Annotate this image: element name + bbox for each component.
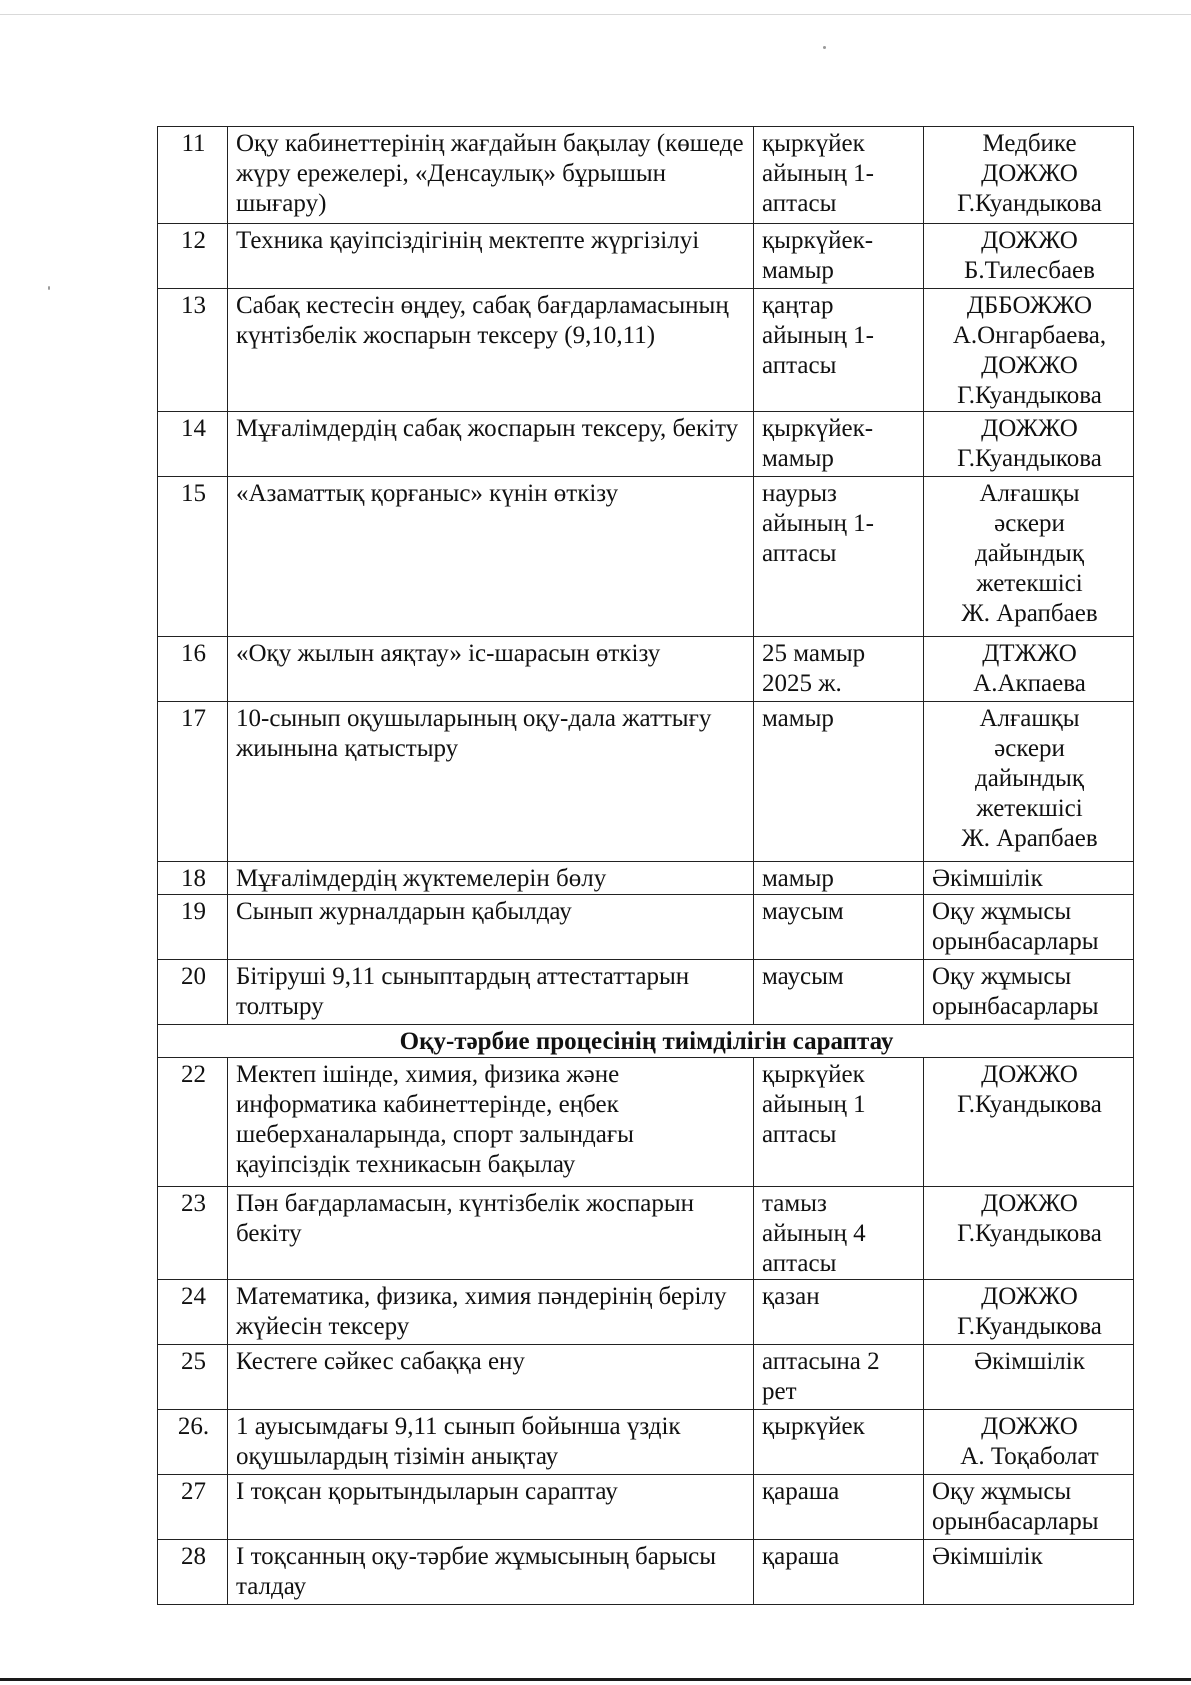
table-row bbox=[158, 1475, 1134, 1540]
table-row bbox=[158, 477, 1134, 637]
row-responsible: ДОЖЖО Г.Куандыкова bbox=[924, 1058, 1134, 1187]
table-row bbox=[158, 1280, 1134, 1345]
table-row bbox=[158, 862, 1134, 895]
table-row bbox=[158, 1058, 1134, 1187]
row-number: 25 bbox=[158, 1345, 228, 1410]
row-task: Сабақ кестесін өңдеу, сабақ бағдарламасының күнтізбелік жоспарын тексеру (9,10,11) bbox=[228, 289, 754, 412]
table-row bbox=[158, 224, 1134, 289]
table-row bbox=[158, 412, 1134, 477]
row-number: 26. bbox=[158, 1410, 228, 1475]
row-responsible: Оқу жұмысы орынбасарлары bbox=[924, 1475, 1134, 1540]
plan-table-body-analysis bbox=[158, 1058, 1134, 1605]
row-number: 24 bbox=[158, 1280, 228, 1345]
row-task: Мектеп ішінде, химия, физика және информатика кабинеттерінде, еңбек шеберханаларында, спорт залындағы қауіпсіздік техникасын бақылау bbox=[228, 1058, 754, 1187]
row-date: мамыр bbox=[754, 702, 924, 862]
row-responsible: Оқу жұмысы орынбасарлары bbox=[924, 895, 1134, 960]
scan-bottom-edge bbox=[0, 1678, 1191, 1681]
plan-table-section bbox=[158, 1025, 1134, 1058]
row-responsible: Әкімшілік bbox=[924, 1540, 1134, 1605]
row-date: қыркүйек- мамыр bbox=[754, 224, 924, 289]
row-date: қыркүйек айының 1 аптасы bbox=[754, 1058, 924, 1187]
row-date: қыркүйек айының 1- аптасы bbox=[754, 127, 924, 224]
row-date: наурыз айының 1-аптасы bbox=[754, 477, 924, 637]
row-number: 17 bbox=[158, 702, 228, 862]
row-responsible: ДОЖЖО Г.Куандыкова bbox=[924, 1280, 1134, 1345]
row-responsible: Алғашқы әскери дайындық жетекшісі Ж. Арапбаев bbox=[924, 702, 1134, 862]
row-task: Бітіруші 9,11 сыныптардың аттестаттарын толтыру bbox=[228, 960, 754, 1025]
plan-table-body-main bbox=[158, 127, 1134, 1025]
scan-speck bbox=[48, 286, 50, 290]
row-number: 15 bbox=[158, 477, 228, 637]
row-date: тамыз айының 4 аптасы bbox=[754, 1187, 924, 1280]
table-row bbox=[158, 702, 1134, 862]
row-task: Пән бағдарламасын, күнтізбелік жоспарын бекіту bbox=[228, 1187, 754, 1280]
table-row bbox=[158, 127, 1134, 224]
row-date: қаңтар айының 1-аптасы bbox=[754, 289, 924, 412]
row-task: «Оқу жылын аяқтау» іс-шарасын өткізу bbox=[228, 637, 754, 702]
scan-speck bbox=[823, 46, 826, 49]
row-responsible: Алғашқы әскери дайындық жетекшісі Ж. Арапбаев bbox=[924, 477, 1134, 637]
table-row bbox=[158, 637, 1134, 702]
row-number: 22 bbox=[158, 1058, 228, 1187]
row-date: мамыр bbox=[754, 862, 924, 895]
row-responsible: ДОЖЖО А. Тоқаболат bbox=[924, 1410, 1134, 1475]
row-number: 20 bbox=[158, 960, 228, 1025]
row-number: 13 bbox=[158, 289, 228, 412]
row-responsible: Әкімшілік bbox=[924, 1345, 1134, 1410]
row-responsible: ДОЖЖО Г.Куандыкова bbox=[924, 1187, 1134, 1280]
row-date: аптасына 2 рет bbox=[754, 1345, 924, 1410]
section-title: Оқу-тәрбие процесінің тиімділігін сараптау bbox=[158, 1025, 1134, 1058]
row-task: Техника қауіпсіздігінің мектепте жүргізілуі bbox=[228, 224, 754, 289]
row-responsible: ДОЖЖО Б.Тилесбаев bbox=[924, 224, 1134, 289]
row-task: Мұғалімдердің сабақ жоспарын тексеру, бекіту bbox=[228, 412, 754, 477]
row-responsible: Медбике ДОЖЖО Г.Куандыкова bbox=[924, 127, 1134, 224]
section-row bbox=[158, 1025, 1134, 1058]
table-row bbox=[158, 1540, 1134, 1605]
row-date: маусым bbox=[754, 895, 924, 960]
plan-table bbox=[157, 126, 1134, 1605]
row-task: І тоқсанның оқу-тәрбие жұмысының барысы талдау bbox=[228, 1540, 754, 1605]
row-responsible: ДТЖЖО А.Акпаева bbox=[924, 637, 1134, 702]
row-task: Сынып журналдарын қабылдау bbox=[228, 895, 754, 960]
row-task: 10-сынып оқушыларының оқу-дала жаттығу жиынына қатыстыру bbox=[228, 702, 754, 862]
table-row bbox=[158, 895, 1134, 960]
row-number: 28 bbox=[158, 1540, 228, 1605]
row-responsible: ДББОЖЖО А.Онгарбаева, ДОЖЖО Г.Куандыкова bbox=[924, 289, 1134, 412]
row-number: 11 bbox=[158, 127, 228, 224]
row-date: қыркүйек bbox=[754, 1410, 924, 1475]
row-responsible: Оқу жұмысы орынбасарлары bbox=[924, 960, 1134, 1025]
row-task: І тоқсан қорытындыларын сараптау bbox=[228, 1475, 754, 1540]
scan-top-edge bbox=[0, 14, 1191, 15]
table-row bbox=[158, 1410, 1134, 1475]
row-date: қараша bbox=[754, 1540, 924, 1605]
row-date: қараша bbox=[754, 1475, 924, 1540]
row-task: Мұғалімдердің жүктемелерін бөлу bbox=[228, 862, 754, 895]
row-task: Оқу кабинеттерінің жағдайын бақылау (көшеде жүру ережелері, «Денсаулық» бұрышын шығару) bbox=[228, 127, 754, 224]
row-number: 27 bbox=[158, 1475, 228, 1540]
row-date: қыркүйек- мамыр bbox=[754, 412, 924, 477]
row-number: 12 bbox=[158, 224, 228, 289]
row-responsible: ДОЖЖО Г.Куандыкова bbox=[924, 412, 1134, 477]
row-date: 25 мамыр 2025 ж. bbox=[754, 637, 924, 702]
row-number: 23 bbox=[158, 1187, 228, 1280]
row-number: 16 bbox=[158, 637, 228, 702]
table-row bbox=[158, 1345, 1134, 1410]
row-number: 19 bbox=[158, 895, 228, 960]
row-responsible: Әкімшілік bbox=[924, 862, 1134, 895]
row-task: Кестеге сәйкес сабаққа ену bbox=[228, 1345, 754, 1410]
row-date: қазан bbox=[754, 1280, 924, 1345]
row-number: 18 bbox=[158, 862, 228, 895]
row-date: маусым bbox=[754, 960, 924, 1025]
row-task: 1 ауысымдағы 9,11 сынып бойынша үздік оқушылардың тізімін анықтау bbox=[228, 1410, 754, 1475]
table-row bbox=[158, 1187, 1134, 1280]
row-number: 14 bbox=[158, 412, 228, 477]
row-task: Математика, физика, химия пәндерінің берілу жүйесін тексеру bbox=[228, 1280, 754, 1345]
row-task: «Азаматтық қорғаныс» күнін өткізу bbox=[228, 477, 754, 637]
table-row bbox=[158, 960, 1134, 1025]
table-row bbox=[158, 289, 1134, 412]
